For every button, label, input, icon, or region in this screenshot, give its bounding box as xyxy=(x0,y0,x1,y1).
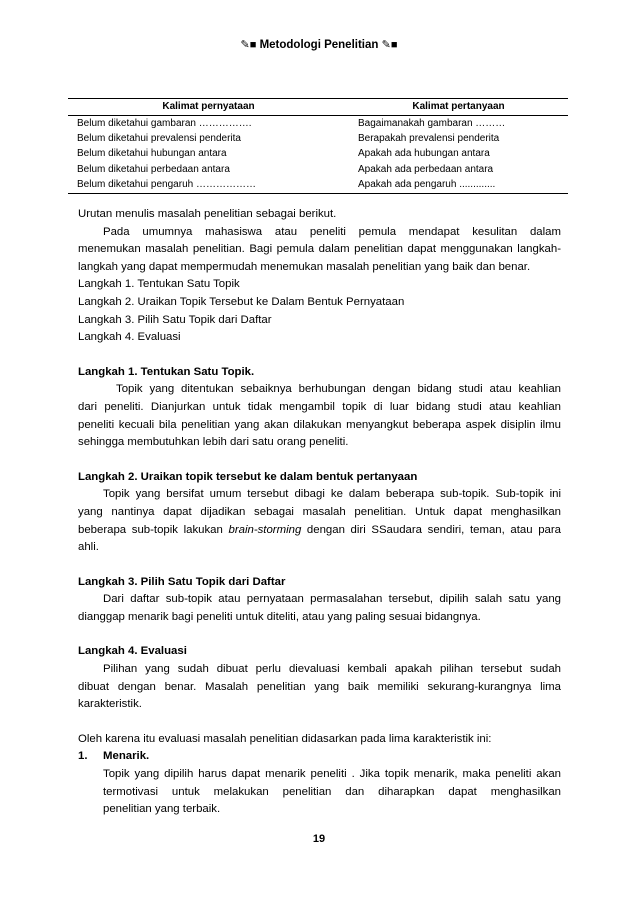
paragraph-line: Topik yang dipilih harus dapat menarik peneliti . Jika topik menarik, maka peneliti akan xyxy=(103,768,561,781)
step-item: Langkah 3. Pilih Satu Topik dari Daftar xyxy=(78,313,272,326)
paragraph-line: menemukan masalah penelitian. Bagi pemula dalam penelitian dapat menggunakan langkah- xyxy=(78,243,561,256)
page-number: 19 xyxy=(312,833,326,845)
criteria-intro: Oleh karena itu evaluasi masalah penelitian didasarkan pada lima karakteristik ini: xyxy=(78,732,492,745)
paragraph-line: langkah yang dapat mempermudah menemukan masalah penelitian yang baik dan benar. xyxy=(78,260,531,273)
body-text xyxy=(78,206,561,819)
paragraph-line: karakteristik. xyxy=(78,698,142,711)
col-header-statement: Kalimat pernyataan xyxy=(68,99,349,116)
section-heading: Langkah 2. Uraikan topik tersebut ke dalam bentuk pertanyaan xyxy=(78,470,418,483)
list-number: 1. xyxy=(78,750,88,763)
table-row xyxy=(68,162,568,177)
paragraph-line: Pilihan yang sudah dibuat perlu dievaluasi kembali apakah pilihan tersebut sudah xyxy=(103,663,561,676)
header-title: Metodologi Penelitian xyxy=(259,39,379,51)
list-item-title: Menarik. xyxy=(103,750,150,763)
paragraph-line: sehingga membutuhkan lebih dari satu orang peneliti. xyxy=(78,436,349,449)
table-cell: Apakah ada hubungan antara xyxy=(358,148,490,160)
table-cell: Apakah ada perbedaan antara xyxy=(358,163,494,175)
table-cell: Belum diketahui perbedaan antara xyxy=(77,163,230,175)
step-item: Langkah 2. Uraikan Topik Tersebut ke Dalam Bentuk Pernyataan xyxy=(78,295,405,308)
statement-question-table xyxy=(68,98,568,194)
section-heading: Langkah 1. Tentukan Satu Topik. xyxy=(78,365,255,378)
table-cell: Belum diketahui pengaruh ……………… xyxy=(68,177,349,194)
paragraph-line: beberapa sub-topik lakukan brain-storming dengan diri SSaudara sendiri, teman, atau para xyxy=(78,523,561,536)
paragraph-line: Topik yang ditentukan sebaiknya berhubungan dengan bidang studi atau keahlian xyxy=(116,383,561,396)
section-heading: Langkah 3. Pilih Satu Topik dari Daftar xyxy=(78,575,286,588)
paragraph-line: termotivasi untuk melakukan penelitian dan diharapkan dapat menghasilkan xyxy=(103,785,561,798)
col-header-question: Kalimat pertanyaan xyxy=(349,99,568,116)
paragraph-line: dianggap menarik bagi peneliti untuk diteliti, atau yang paling sesuai bidangnya. xyxy=(78,610,481,623)
section-heading: Langkah 4. Evaluasi xyxy=(78,645,187,658)
intro-line: Urutan menulis masalah penelitian sebagai berikut. xyxy=(78,208,337,220)
scissors-square-ornament-icon: ✎■ xyxy=(240,39,257,51)
table-cell: Belum diketahui gambaran ……………. xyxy=(77,118,252,129)
step-item: Langkah 1. Tentukan Satu Topik xyxy=(78,278,240,291)
table-cell: Belum diketahui prevalensi penderita xyxy=(77,133,241,145)
paragraph-line: Pada umumnya mahasiswa atau peneliti pemula mendapat kesulitan dalam xyxy=(103,225,561,238)
paragraph-line: yang nantinya dapat dijadikan sebagai masalah penelitian. Untuk dapat menghasilkan xyxy=(78,505,561,518)
paragraph-line: dari peneliti. Dianjurkan untuk tidak mengambil topik di luar bidang studi atau keahlian xyxy=(78,400,561,413)
paragraph-line: dibuat dengan benar. Masalah penelitian yang baik memiliki sekurang-kurangnya lima xyxy=(78,680,561,693)
table-cell: Apakah ada pengaruh ............. xyxy=(349,177,568,194)
table-cell: Berapakah prevalensi penderita xyxy=(358,133,500,145)
paragraph-line: penelitian yang terbaik. xyxy=(103,803,221,816)
list-item xyxy=(78,748,561,766)
table-cell: Bagaimanakah gambaran ……… xyxy=(358,118,506,129)
paragraph-line: Topik yang bersifat umum tersebut dibagi ke dalam beberapa sub-topik. Sub-topik ini xyxy=(103,488,561,501)
table-cell: Belum diketahui hubungan antara xyxy=(77,148,227,160)
table-row xyxy=(68,116,568,132)
scissors-square-ornament-icon: ✎■ xyxy=(381,39,398,51)
step-item: Langkah 4. Evaluasi xyxy=(78,331,181,344)
running-header xyxy=(0,38,638,52)
table-header-row xyxy=(68,99,568,116)
table-row xyxy=(68,131,568,146)
table-row xyxy=(68,146,568,161)
table-row xyxy=(68,177,568,194)
paragraph-line: Dari daftar sub-topik atau pernyataan permasalahan tersebut, dipilih salah satu yang xyxy=(103,593,561,606)
paragraph-line: peneliti kecuali bila penelitian yang akan dilakukan menyangkut beberapa aspek disiplin ilmu xyxy=(78,418,561,431)
paragraph-line: ahli. xyxy=(78,541,99,554)
